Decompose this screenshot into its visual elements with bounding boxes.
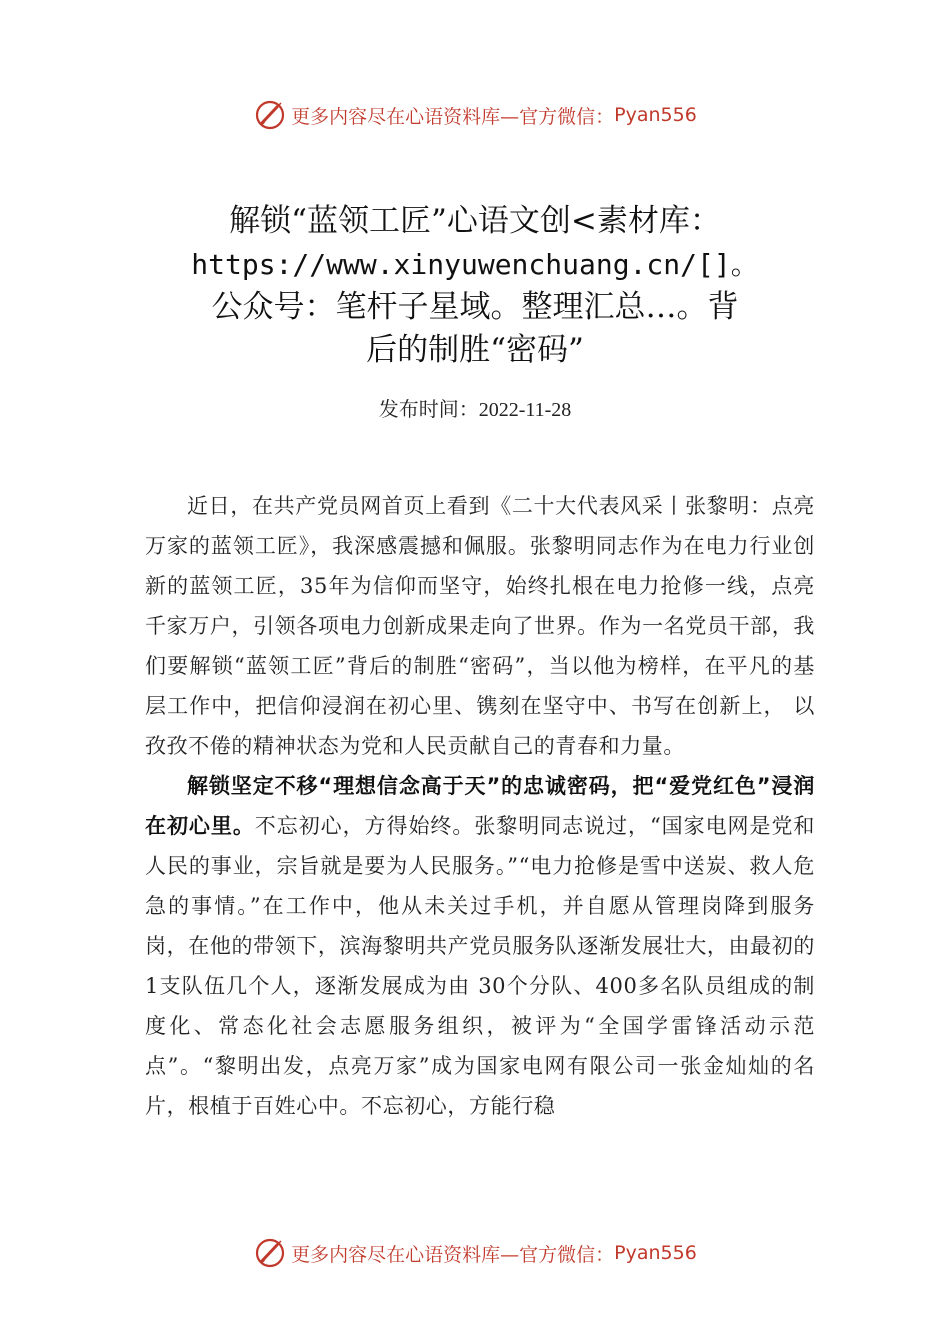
header-banner [0, 95, 950, 135]
brush-logo-icon [253, 98, 287, 132]
title-line-1: 解锁“蓝领工匠”心语文创<素材库： [229, 203, 721, 239]
paragraph-2 [145, 766, 815, 1126]
paragraph-2-heading: 解锁坚定不移“理想信念高于天”的忠诚密码，把“爱党红色”浸润在初心里。 [145, 774, 815, 838]
date-label: 发布时间： [378, 397, 479, 421]
paragraph-2-text: 不忘初心，方得始终。张黎明同志说过，“国家电网是党和人民的事业，宗旨就是要为人民服务。”“电力抢修是雪中送炭、救人危急的事情。”在工作中，他从未关过手机，并自愿从管理岗降到服务岗，在他的带领下，滨海黎明共产党员服务队逐渐发展壮大，由最初的 1支队伍几个人，逐渐发展成为由 30个分队、400多名队员组成的制度化、常态化社会志愿服务组织，被评为“全国学雷锋活动示范点”。“黎明出发，点亮万家”成为国家电网有限公司一张金灿灿的名片，根植于百姓心中。不忘初心，方能行稳 [145, 814, 815, 1118]
banner-text: 更多内容尽在心语资料库—官方微信： [291, 1243, 615, 1266]
title-line-2-url: https://www.xinyuwenchuang.cn/[]。 [191, 248, 759, 281]
brush-logo-icon [253, 1236, 287, 1270]
publish-date [0, 393, 950, 422]
banner-text: 更多内容尽在心语资料库—官方微信： [291, 105, 615, 128]
title-line-4: 后的制胜“密码” [366, 332, 584, 368]
title-line-3: 公众号：笔杆子星域。整理汇总…。背 [211, 289, 739, 325]
article-body [145, 486, 815, 1126]
wechat-id: Pyan556 [614, 104, 697, 126]
date-value: 2022-11-28 [478, 399, 572, 421]
footer-banner [0, 1233, 950, 1273]
page-title [140, 200, 810, 372]
wechat-id: Pyan556 [614, 1242, 697, 1264]
paragraph-1: 近日，在共产党员网首页上看到《二十大代表风采丨张黎明：点亮万家的蓝领工匠》，我深感震撼和佩服。张黎明同志作为在电力行业创新的蓝领工匠，35年为信仰而坚守，始终扎根在电力抢修一线，点亮千家万户，引领各项电力创新成果走向了世界。作为一名党员干部，我们要解锁“蓝领工匠”背后的制胜“密码”，当以他为榜样，在平凡的基层工作中，把信仰浸润在初心里、镌刻在坚守中、书写在创新上， 以孜孜不倦的精神状态为党和人民贡献自己的青春和力量。 [145, 494, 815, 758]
